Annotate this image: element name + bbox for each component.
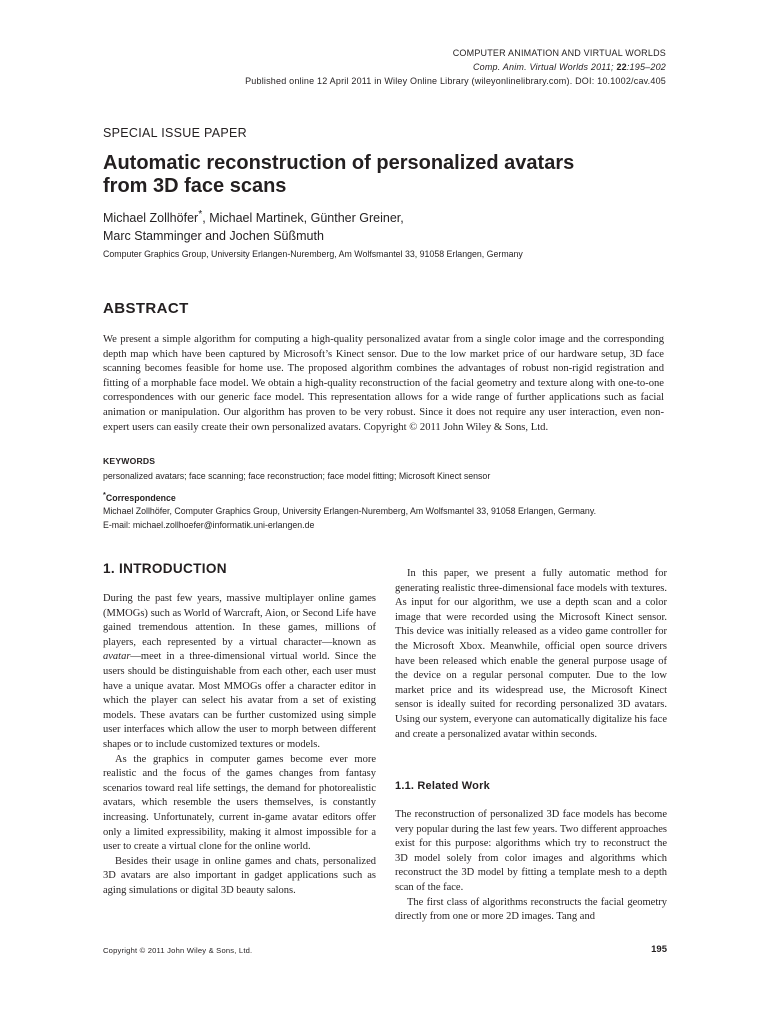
intro-p1-emphasis: avatar: [103, 651, 131, 663]
correspondence-label-text: Correspondence: [105, 492, 176, 503]
right-column-top: [395, 567, 667, 742]
intro-paragraph-3: Besides their usage in online games and chats, personalized 3D avatars are also important in gadget applications such as aging simulations or digital 3D beauty salons.: [103, 855, 376, 896]
corresponding-star: *: [198, 209, 203, 220]
abstract-text: We present a simple algorithm for computing a high-quality personalized avatar from a single color image and the corresponding depth map which have been captured by Microsoft’s Kinect sensor. Due to the low market price of our hardware setup, 3D face scanning becomes feasible for home use. The proposed algorithm combines the advantages of robust non-rigid registration and fitting of a morphable face model. We obtain a high-quality reconstruction of the facial geometry and texture along with one-to-one correspondences with our generic face model. This representation allows for a wide range of further applications such as facial animation or manipulation. Our algorithm has proven to be very robust. Since it does not require any user interaction, even non-expert users can easily create their own personalized avatars. Copyright © 2011 John Wiley & Sons, Ltd.: [103, 334, 664, 433]
author-first: Michael Zollhöfer: [103, 211, 199, 226]
intro-paragraph-2: As the graphics in computer games become ever more realistic and the focus of the games changes from fantasy scenarios toward real life settings, the demand for photorealistic avatars, which resemble the users themselves, is constantly increasing. Unfortunately, current in-game avatar editors offer only a limited expressibility, making it almost impossible for a user to create a virtual clone for the online world.: [103, 753, 376, 853]
keywords-text: personalized avatars; face scanning; face reconstruction; face model fitting; Microsoft Kinect sensor: [103, 471, 491, 481]
authors-rest: , Michael Martinek, Günther Greiner,: [202, 211, 404, 226]
footer-copyright: Copyright © 2011 John Wiley & Sons, Ltd.: [103, 946, 253, 955]
citation-pages: :195–202: [626, 62, 666, 72]
title-line-2: from 3D face scans: [103, 175, 287, 197]
keywords-label: KEYWORDS: [103, 456, 156, 466]
journal-name: COMPUTER ANIMATION AND VIRTUAL WORLDS: [452, 48, 666, 58]
abstract-body: [103, 333, 664, 435]
author-list: [103, 206, 663, 245]
right-column-bottom: [395, 808, 667, 925]
correspondence-star: *: [103, 490, 106, 499]
authors-line-2: Marc Stamminger and Jochen Süßmuth: [103, 229, 324, 244]
title-line-1: Automatic reconstruction of personalized avatars: [103, 152, 575, 174]
publication-info: Published online 12 April 2011 in Wiley Online Library (wileyonlinelibrary.com). DOI: 10.1002/cav.405: [245, 76, 666, 86]
related-paragraph-2: The first class of algorithms reconstructs the facial geometry directly from one or more 2D images. Tang and: [395, 896, 667, 923]
correspondence-details: [103, 504, 673, 532]
intro-paragraph-1: [103, 592, 376, 753]
intro-p1-part-b: —meet in a three-dimensional virtual world. Since the users should be distinguishable from each other, each user must have a unique avatar. Most MMOGs offer a character editor in which the player can select his avatar from a set of existing models. These avatars can be further customized using simple user interfaces which allow the user to morph between different shapes or to include customized textures or models.: [103, 651, 376, 750]
related-paragraph-1: The reconstruction of personalized 3D face models has become very popular during the last few years. Two different approaches exist for this purpose: algorithms which try to reconstruct the 3D model solely from color images and algorithms which reconstruct the 3D model by fitting a template mesh to a depth scan of the face.: [395, 809, 667, 893]
citation-journal: Comp. Anim. Virtual Worlds: [472, 62, 589, 72]
intro-p1-part-a: During the past few years, massive multiplayer online games (MMOGs) such as World of Warcraft, Aion, or Second Life have gained tremendous attention. In these games, millions of players, each represented by a virtual character—known as: [103, 593, 376, 648]
correspondence-address: Michael Zollhöfer, Computer Graphics Group, University Erlangen-Nuremberg, Am Wolfsmantel 33, 91058 Erlangen, Germany.: [103, 506, 597, 516]
correspondence-email: E-mail: michael.zollhoefer@informatik.uni-erlangen.de: [103, 520, 315, 530]
introduction-heading: 1. INTRODUCTION: [103, 561, 227, 576]
paper-title: [103, 152, 663, 198]
left-column: [103, 592, 376, 898]
abstract-heading: ABSTRACT: [103, 300, 189, 317]
intro-paragraph-4: In this paper, we present a fully automatic method for generating realistic three-dimensional face models with textures. As input for our algorithm, we use a depth scan and a color image that were recorded using the Microsoft Kinect sensor. This device was initially released as a video game controller for the Microsoft Xbox. Meanwhile, official open source drivers have been released which enable the general purpose usage of the device on a regular personal computer. Due to the low market price and its widespread use, the Microsoft Kinect sensor is ideally suited for recording personalized 3D avatars. Using our system, everyone can automatically digitalize his face and create a personalized avatar within seconds.: [395, 568, 667, 740]
authors-line-1: [103, 206, 663, 227]
related-work-heading: 1.1. Related Work: [395, 780, 490, 792]
affiliation: Computer Graphics Group, University Erlangen-Nuremberg, Am Wolfsmantel 33, 91058 Erlangen, Germany: [103, 249, 523, 259]
correspondence-label: [103, 490, 176, 503]
page-number: 195: [651, 944, 667, 955]
article-type: SPECIAL ISSUE PAPER: [103, 126, 247, 140]
citation-volume: 22: [616, 62, 627, 72]
citation-year: 2011;: [588, 62, 617, 72]
journal-citation: [473, 61, 666, 74]
